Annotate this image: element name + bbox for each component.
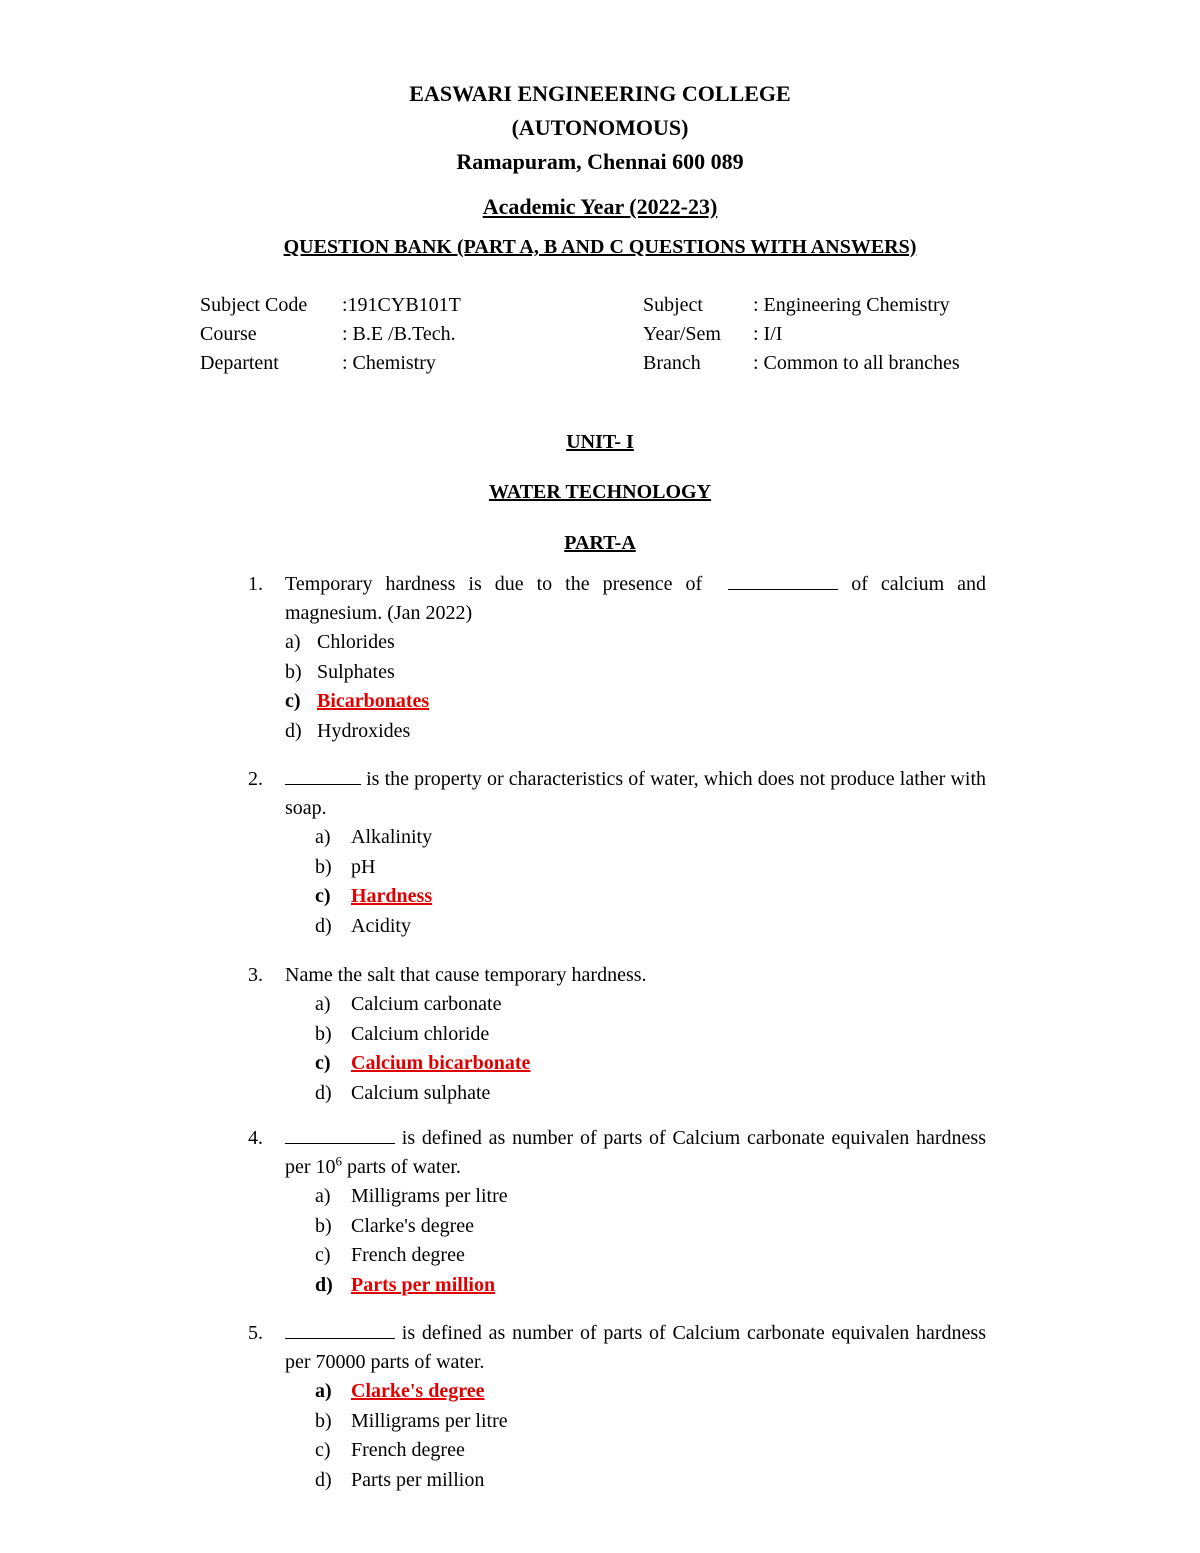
- option-text: Calcium carbonate: [351, 993, 502, 1015]
- option-letter: c): [315, 1244, 331, 1266]
- option-letter: d): [285, 719, 302, 742]
- option-letter: d): [315, 914, 332, 937]
- meta-value: : Chemistry: [342, 352, 436, 374]
- question-number: 5.: [248, 1322, 263, 1344]
- correct-answer: Hardness: [351, 885, 433, 907]
- meta-label: Subject: [643, 294, 703, 316]
- correct-answer: Bicarbonates: [317, 690, 430, 712]
- option-text: Calcium chloride: [351, 1022, 490, 1045]
- question-number: 4.: [248, 1127, 263, 1149]
- question-4: [248, 1124, 986, 1300]
- answer-blank: [728, 571, 838, 590]
- option-text: French degree: [351, 1244, 465, 1266]
- options-list: [285, 628, 986, 746]
- college-status: (AUTONOMOUS): [511, 115, 689, 140]
- option-letter: c): [315, 1052, 331, 1074]
- correct-answer: Calcium bicarbonate: [351, 1052, 531, 1074]
- question-bank-title: QUESTION BANK (PART A, B AND C QUESTIONS WITH ANSWERS): [283, 236, 917, 258]
- correct-answer: Clarke's degree: [351, 1380, 485, 1402]
- answer-blank: [285, 1320, 395, 1339]
- question-text: is defined as number of parts of Calcium carbonate equivalen hardness per 70000 parts of water.: [285, 1322, 986, 1373]
- question-1: [248, 570, 986, 746]
- question-number: 2.: [248, 768, 263, 790]
- question-number: 1.: [248, 573, 263, 595]
- meta-value: : Engineering Chemistry: [753, 294, 950, 316]
- option-text: Clarke's degree: [351, 1214, 474, 1237]
- option-letter: b): [315, 855, 332, 878]
- option-letter: b): [285, 660, 302, 683]
- college-address: Ramapuram, Chennai 600 089: [456, 149, 744, 174]
- answer-blank: [285, 766, 361, 785]
- meta-value: : Common to all branches: [753, 352, 960, 374]
- meta-right: [643, 291, 960, 378]
- option-text: French degree: [351, 1439, 465, 1461]
- academic-year: Academic Year (2022-23): [482, 194, 718, 219]
- part-heading: PART-A: [564, 532, 636, 554]
- option-letter: b): [315, 1409, 332, 1432]
- option-letter: d): [315, 1081, 332, 1104]
- option-text: Alkalinity: [351, 826, 433, 848]
- answer-blank: [285, 1125, 395, 1144]
- unit-heading: UNIT- I: [566, 431, 634, 453]
- option-text: Sulphates: [317, 660, 395, 683]
- question-text: Temporary hardness is due to the presence of of calcium and magnesium. (Jan 2022): [285, 573, 987, 624]
- meta-label: Year/Sem: [643, 323, 721, 345]
- option-letter: b): [315, 1214, 332, 1237]
- meta-value: : B.E /B.Tech.: [342, 323, 456, 345]
- option-letter: a): [285, 631, 301, 653]
- options-list: [315, 1377, 986, 1495]
- topic-heading: WATER TECHNOLOGY: [488, 481, 712, 503]
- college-name: EASWARI ENGINEERING COLLEGE: [409, 81, 791, 106]
- question-text: Name the salt that cause temporary hardness.: [285, 964, 647, 986]
- correct-answer: Parts per million: [351, 1273, 496, 1296]
- meta-label: Branch: [643, 352, 701, 374]
- option-letter: c): [315, 1439, 331, 1461]
- option-text: Milligrams per litre: [351, 1409, 508, 1432]
- option-text: Milligrams per litre: [351, 1185, 508, 1207]
- question-text: is defined as number of parts of Calcium carbonate equivalen hardness per $10^6$ parts of water.: [285, 1127, 986, 1178]
- option-letter: d): [315, 1468, 332, 1491]
- meta-label: Course: [200, 323, 257, 345]
- meta-left: [200, 291, 461, 378]
- meta-label: Subject Code: [200, 294, 308, 316]
- question-text: is the property or characteristics of water, which does not produce lather with soap.: [285, 768, 986, 819]
- options-list: [315, 990, 986, 1108]
- meta-value: :191CYB101T: [342, 294, 461, 316]
- options-list: [315, 1182, 986, 1300]
- option-letter: a): [315, 1185, 331, 1207]
- option-text: pH: [351, 855, 376, 878]
- meta-value: : I/I: [753, 323, 783, 345]
- meta-label: Departent: [200, 352, 279, 374]
- question-2: [248, 765, 986, 941]
- option-letter: c): [315, 885, 331, 907]
- question-3: [248, 961, 986, 1108]
- option-letter: d): [315, 1273, 333, 1296]
- option-letter: c): [285, 690, 301, 712]
- options-list: [315, 823, 986, 941]
- option-text: Parts per million: [351, 1468, 485, 1491]
- question-number: 3.: [248, 964, 263, 986]
- question-5: [248, 1319, 986, 1495]
- option-text: Chlorides: [317, 631, 395, 653]
- option-text: Acidity: [351, 914, 411, 937]
- option-text: Hydroxides: [317, 719, 411, 742]
- option-letter: a): [315, 826, 331, 848]
- option-text: Calcium sulphate: [351, 1081, 491, 1104]
- option-letter: a): [315, 1380, 332, 1402]
- option-letter: a): [315, 993, 331, 1015]
- option-letter: b): [315, 1022, 332, 1045]
